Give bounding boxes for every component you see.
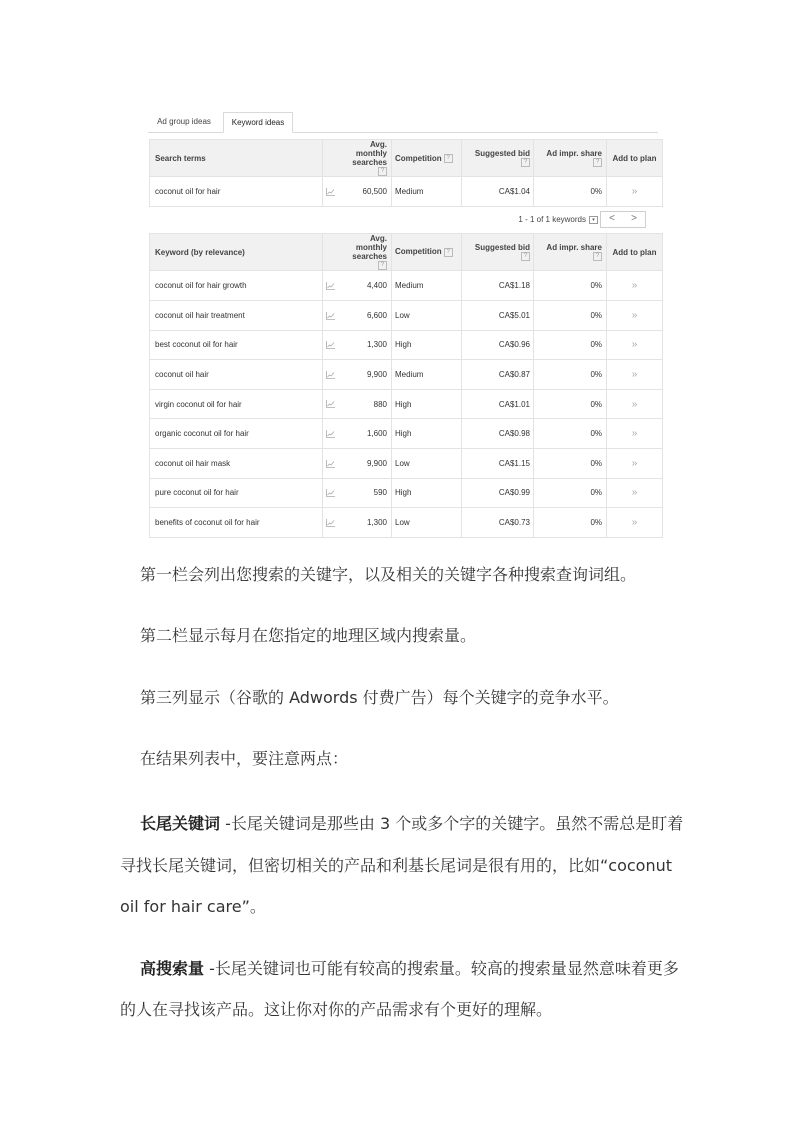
keyword-cell: coconut oil for hair [150, 177, 323, 207]
help-icon[interactable]: ? [378, 261, 387, 270]
table-row [150, 330, 663, 360]
table-row [150, 419, 663, 449]
col-header-bid[interactable] [462, 233, 534, 270]
keyword-cell: best coconut oil for hair [150, 330, 323, 360]
long-tail-text-1: -长尾关键词是那些由 3 个或多个字的关键字。虽然不需总是盯着 [220, 814, 684, 833]
suggested-bid-cell: CA$0.98 [462, 419, 534, 449]
pagination-label: 1 - 1 of 1 keywords [518, 214, 586, 224]
avg-searches-cell: 4,400 [337, 271, 392, 301]
suggested-bid-cell: CA$0.87 [462, 360, 534, 390]
tab-ad-group-ideas[interactable]: Ad group ideas [148, 112, 220, 133]
competition-cell: High [392, 478, 462, 508]
paragraph-2: 第二栏显示每月在您指定的地理区域内搜索量。 [140, 626, 477, 645]
avg-searches-cell: 1,300 [337, 330, 392, 360]
col-header-share-label: Ad impr. share [546, 242, 602, 252]
high-volume-text-1: -长尾关键词也可能有较高的搜索量。较高的搜索量显然意味着更多 [204, 959, 679, 978]
keyword-cell: coconut oil hair [150, 360, 323, 390]
col-header-keyword[interactable]: Keyword (by relevance) [150, 233, 323, 270]
col-header-competition-label: Competition [395, 153, 442, 163]
trend-chart-icon[interactable] [323, 271, 338, 301]
trend-chart-icon[interactable] [323, 478, 338, 508]
col-header-share[interactable] [534, 140, 607, 177]
tab-bar [148, 112, 658, 133]
avg-searches-cell: 9,900 [337, 448, 392, 478]
impr-share-cell: 0% [534, 508, 607, 538]
avg-searches-cell: 1,300 [337, 508, 392, 538]
add-to-plan-button[interactable] [607, 360, 663, 390]
high-volume-line-2: 的人在寻找该产品。这让你对你的产品需求有个更好的理解。 [120, 1000, 553, 1019]
avg-searches-cell: 1,600 [337, 419, 392, 449]
keyword-cell: virgin coconut oil for hair [150, 389, 323, 419]
add-to-plan-button[interactable] [607, 508, 663, 538]
help-icon[interactable]: ? [444, 154, 453, 163]
keyword-cell: coconut oil for hair growth [150, 271, 323, 301]
keyword-cell: benefits of coconut oil for hair [150, 508, 323, 538]
trend-chart-icon[interactable] [323, 419, 338, 449]
suggested-bid-cell: CA$1.04 [462, 177, 534, 207]
high-volume-heading: 高搜索量 [140, 959, 205, 978]
table-row [150, 389, 663, 419]
suggested-bid-cell: CA$5.01 [462, 300, 534, 330]
double-chevron-right-icon: » [631, 457, 638, 469]
table-header-row [150, 140, 663, 177]
double-chevron-right-icon: » [631, 428, 638, 440]
avg-searches-cell: 880 [337, 389, 392, 419]
avg-searches-cell: 60,500 [337, 177, 392, 207]
long-tail-line-1 [140, 811, 683, 834]
suggested-bid-cell: CA$0.99 [462, 478, 534, 508]
long-tail-line-2: 寻找长尾关键词，但密切相关的产品和利基长尾词是很有用的，比如“coconut [120, 856, 673, 875]
paragraph-4: 在结果列表中，要注意两点： [140, 749, 349, 768]
col-header-avg[interactable] [337, 233, 392, 270]
col-header-chart [323, 233, 338, 270]
table-row [150, 300, 663, 330]
suggested-bid-cell: CA$1.01 [462, 389, 534, 419]
avg-searches-cell: 6,600 [337, 300, 392, 330]
table-row [150, 448, 663, 478]
avg-searches-cell: 590 [337, 478, 392, 508]
keyword-cell: coconut oil hair treatment [150, 300, 323, 330]
paragraph-1: 第一栏会列出您搜索的关键字，以及相关的关键字各种搜索查询词组。 [140, 565, 637, 584]
competition-cell: Medium [392, 271, 462, 301]
help-icon[interactable]: ? [378, 167, 387, 176]
col-header-term[interactable]: Search terms [150, 140, 323, 177]
add-to-plan-button[interactable] [607, 177, 663, 207]
competition-cell: Medium [392, 360, 462, 390]
impr-share-cell: 0% [534, 389, 607, 419]
table-row [150, 360, 663, 390]
keyword-planner-screenshot [148, 112, 658, 538]
trend-chart-icon[interactable] [323, 448, 338, 478]
long-tail-line-3: oil for hair care”。 [120, 897, 266, 916]
prev-page-button[interactable]: < [609, 212, 615, 224]
impr-share-cell: 0% [534, 419, 607, 449]
trend-chart-icon[interactable] [323, 330, 338, 360]
pagination-text [518, 215, 598, 224]
suggested-bid-cell: CA$1.15 [462, 448, 534, 478]
add-to-plan-button[interactable] [607, 419, 663, 449]
double-chevron-right-icon: » [631, 368, 638, 380]
double-chevron-right-icon: » [631, 398, 638, 410]
add-to-plan-button[interactable] [607, 478, 663, 508]
table-row [150, 177, 663, 207]
help-icon[interactable]: ? [521, 252, 530, 261]
impr-share-cell: 0% [534, 177, 607, 207]
search-terms-table [149, 139, 663, 207]
table-row [150, 478, 663, 508]
col-header-share-label: Ad impr. share [546, 149, 602, 158]
table-row [150, 271, 663, 301]
table-header-row [150, 233, 663, 270]
next-page-button[interactable]: > [631, 212, 637, 224]
col-header-competition[interactable] [392, 140, 462, 177]
trend-chart-icon[interactable] [323, 389, 338, 419]
keyword-cell: organic coconut oil for hair [150, 419, 323, 449]
trend-chart-icon[interactable] [323, 360, 338, 390]
trend-chart-icon[interactable] [323, 177, 338, 207]
keyword-cell: pure coconut oil for hair [150, 478, 323, 508]
add-to-plan-button[interactable] [607, 300, 663, 330]
suggested-bid-cell: CA$0.96 [462, 330, 534, 360]
competition-cell: Low [392, 300, 462, 330]
impr-share-cell: 0% [534, 300, 607, 330]
trend-chart-icon[interactable] [323, 300, 338, 330]
long-tail-heading: 长尾关键词 [140, 814, 221, 833]
competition-cell: Medium [392, 177, 462, 207]
double-chevron-right-icon: » [631, 487, 638, 499]
competition-cell: Low [392, 508, 462, 538]
keyword-cell: coconut oil hair mask [150, 448, 323, 478]
pagination-buttons [600, 211, 646, 228]
competition-cell: High [392, 419, 462, 449]
chevron-down-icon[interactable]: ▾ [589, 216, 598, 224]
competition-cell: High [392, 330, 462, 360]
col-header-bid-label: Suggested bid [474, 242, 530, 252]
col-header-add: Add to plan [607, 233, 663, 270]
paragraph-3: 第三列显示（谷歌的 Adwords 付费广告）每个关键字的竞争水平。 [140, 688, 619, 707]
impr-share-cell: 0% [534, 330, 607, 360]
col-header-add: Add to plan [607, 140, 663, 177]
help-icon[interactable]: ? [444, 248, 453, 257]
help-icon[interactable]: ? [593, 158, 602, 167]
trend-chart-icon[interactable] [323, 508, 338, 538]
pagination [148, 207, 658, 233]
help-icon[interactable]: ? [521, 158, 530, 167]
suggested-bid-cell: CA$0.73 [462, 508, 534, 538]
col-header-competition-label: Competition [395, 247, 442, 257]
impr-share-cell: 0% [534, 448, 607, 478]
col-header-bid[interactable] [462, 140, 534, 177]
col-header-avg-label: Avg. monthly searches [352, 233, 387, 261]
add-to-plan-button[interactable] [607, 271, 663, 301]
add-to-plan-button[interactable] [607, 330, 663, 360]
suggested-bid-cell: CA$1.18 [462, 271, 534, 301]
high-volume-line-1 [140, 956, 679, 979]
tab-keyword-ideas[interactable]: Keyword ideas [223, 112, 293, 133]
impr-share-cell: 0% [534, 360, 607, 390]
double-chevron-right-icon: » [631, 339, 638, 351]
double-chevron-right-icon: » [631, 309, 638, 321]
col-header-chart [323, 140, 338, 177]
help-icon[interactable]: ? [593, 252, 602, 261]
col-header-bid-label: Suggested bid [474, 149, 530, 158]
impr-share-cell: 0% [534, 271, 607, 301]
competition-cell: High [392, 389, 462, 419]
col-header-share[interactable] [534, 233, 607, 270]
double-chevron-right-icon: » [631, 186, 638, 198]
avg-searches-cell: 9,900 [337, 360, 392, 390]
col-header-avg[interactable] [337, 140, 392, 177]
impr-share-cell: 0% [534, 478, 607, 508]
add-to-plan-button[interactable] [607, 389, 663, 419]
col-header-avg-label: Avg. monthly searches [352, 140, 387, 167]
table-row [150, 508, 663, 538]
add-to-plan-button[interactable] [607, 448, 663, 478]
double-chevron-right-icon: » [631, 516, 638, 528]
col-header-competition[interactable] [392, 233, 462, 270]
competition-cell: Low [392, 448, 462, 478]
keyword-ideas-table [149, 233, 663, 538]
double-chevron-right-icon: » [631, 280, 638, 292]
